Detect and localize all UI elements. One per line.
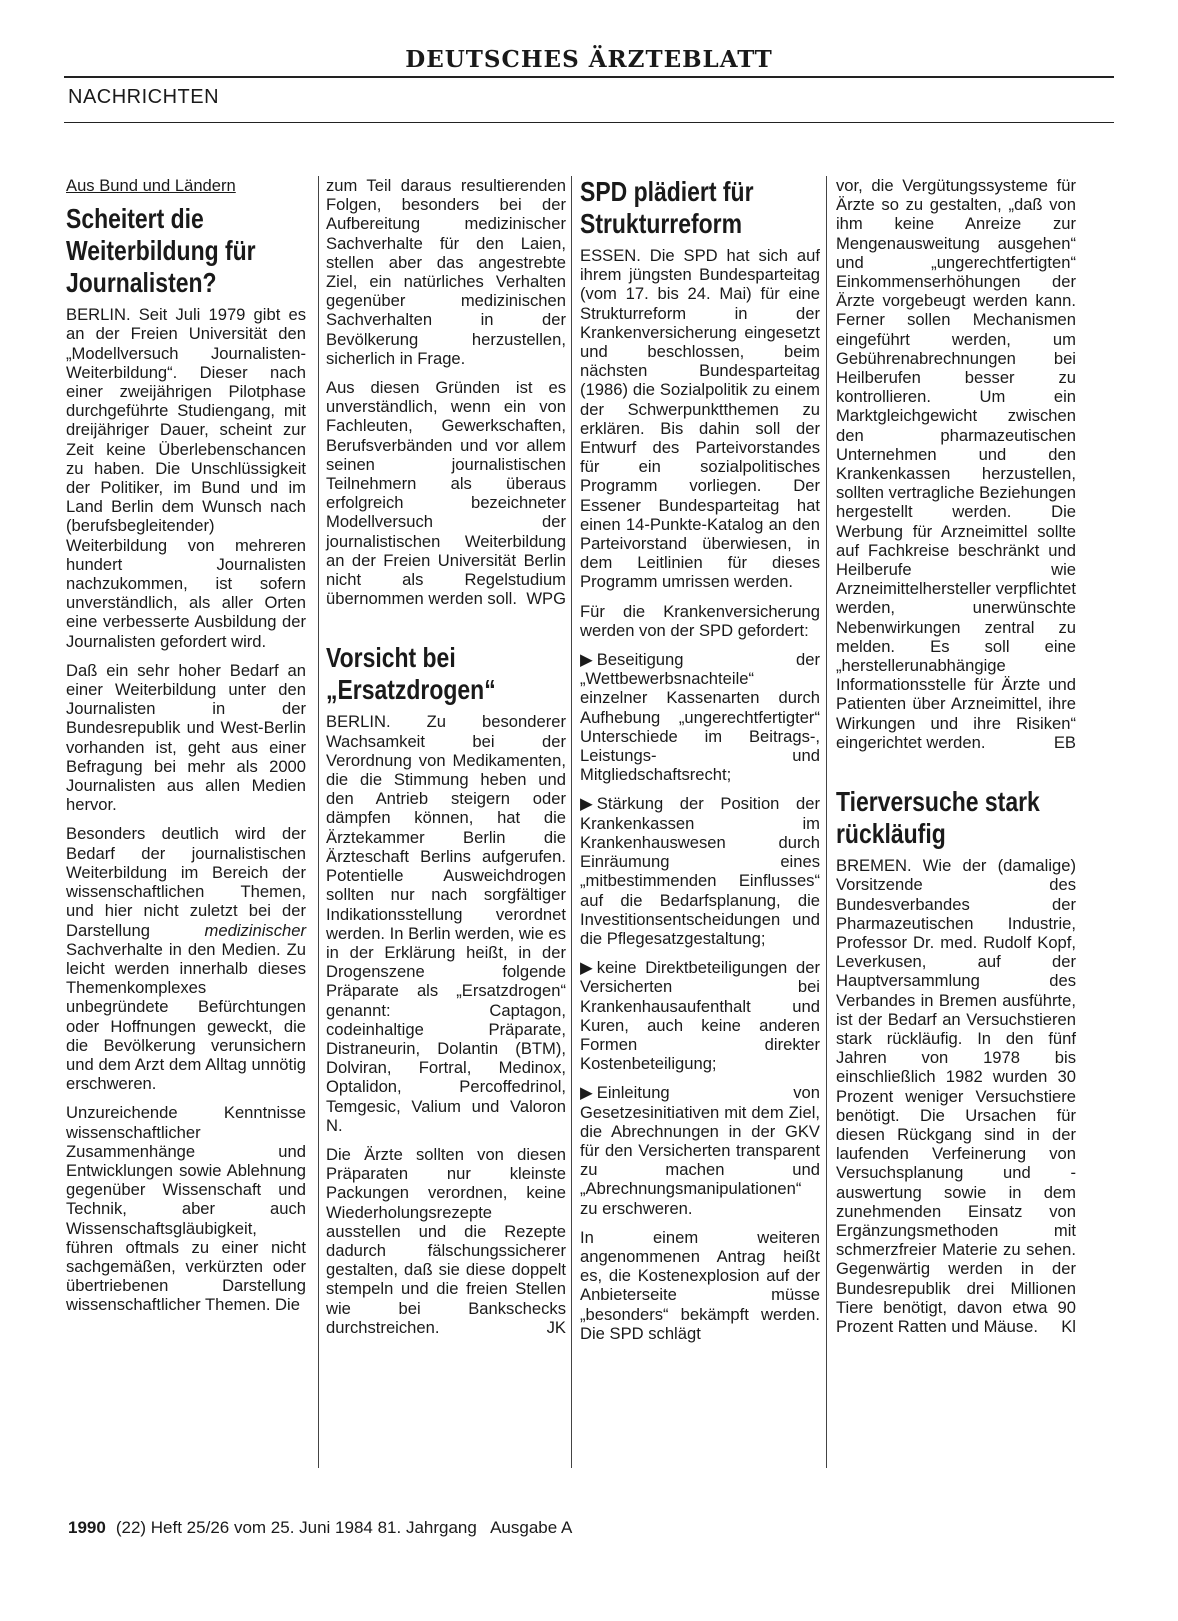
masthead: DEUTSCHES ÄRZTEBLATT: [405, 46, 773, 73]
article1-kicker: Aus Bund und Ländern: [66, 176, 236, 195]
issue-info: (22) Heft 25/26 vom 25. Juni 1984 81. Jahrgang Ausgabe A: [115, 1518, 573, 1537]
article1-paragraph: BERLIN. Seit Juli 1979 gibt es an der Freien Universität den „Modellversuch Journalisten-Weiterbildung“. Dieser nach einer zweijährigen Pilotphase durchgeführte Studiengang, mit dreijähriger Dauer, scheint zur Zeit keine Überlebenschancen zu haben. Die Unschlüssigkeit der Politiker, im Bund und im Land Berlin dem Wunsch nach (berufsbegleitender) Weiterbildung von mehreren hundert Journalisten nachzukommen, ist sofern unverständlich, als aller Orten eine verbesserte Ausbildung der Journalisten gefordert wird.: [66, 305, 306, 651]
article3-bullet-item: ▶ Einleitung von Gesetzesinitiativen mit dem Ziel, die Abrechnungen in der GKV für den Versicherten transparent zu machen und „Abrechnungsmanipulationen“ zu erschweren.: [580, 1083, 820, 1218]
article3-bullet-item: ▶ Stärkung der Position der Krankenkassen im Krankenhauswesen durch Einräumung eines „mitbestimmenden Einflusses“ auf die Bedarfsplanung, die Investitionsentscheidungen und die Pflegesatzgestaltung;: [580, 794, 820, 948]
article3-paragraph: vor, die Vergütungssysteme für Ärzte so zu gestalten, „daß von ihm keine Anreize zur Mengenausweitung ausgehen“ und „ungerechtfertigten“ Einkommenserhöhungen der Ärzte vorgebeugt werden kann. Ferner sollen Mechanismen eingeführt werden, um Gebührenabrechnungen bei Heilberufen besser zu kontrollieren. Um ein Marktgleichgewicht zwischen den pharmazeutischen Unternehmen und den Krankenkassen herzustellen, sollten vertragliche Beziehungen hergestellt werden. Die Werbung für Arzneimittel sollte auf Fachkreise beschränkt und Heilberufe wie Arzneimittelhersteller verpflichtet werden, unerwünschte Nebenwirkungen zentral zu melden. Es soll eine „herstellerunabhängige Informationsstelle für Ärzte und Patienten über Arzneimittel, ihre Wirkungen und ihre Risiken“ eingerichtet werden. EB: [836, 176, 1076, 752]
article2-paragraph: BERLIN. Zu besonderer Wachsamkeit bei der Verordnung von Medikamenten, die die Stimmung heben und den Antrieb steigern oder dämpfen können, hat die Ärztekammer Berlin die Ärzteschaft Berlins aufgerufen. Potentielle Ausweichdrogen sollten nur nach sorgfältiger Indikationsstellung verordnet werden. In Berlin werden, wie es in der Erklärung heißt, in der Drogenszene folgende Präparate als „Ersatzdrogen“ genannt: Captagon, codeinhaltige Präparate, Distraneurin, Dolantin (BTM), Dolviran, Fortral, Medinox, Optalidon, Percoffedrinol, Temgesic, Valium und Valoron N.: [326, 712, 566, 1135]
page-number: 1990: [68, 1518, 106, 1537]
article4-headline: Tierversuche stark rückläufig: [836, 786, 1040, 850]
article2-headline: Vorsicht bei „Ersatzdrogen“: [326, 642, 496, 706]
article3-paragraph: ESSEN. Die SPD hat sich auf ihrem jüngsten Bundesparteitag (vom 17. bis 24. Mai) für eine Strukturreform in der Krankenversicherung eingesetzt und beschlossen, beim nächsten Bundesparteitag (1986) die Sozialpolitik zu einem der Schwerpunktthemen zu erklären. Bis dahin soll der Entwurf des Parteivorstandes für ein sozialpolitisches Programm vorliegen. Der Essener Bundesparteitag hat einen 14-Punkte-Katalog an den Parteivorstand überwiesen, in dem Leitlinien für dieses Programm umrissen werden.: [580, 246, 820, 592]
section-label: NACHRICHTEN: [68, 86, 220, 108]
bullet-icon: ▶: [580, 650, 593, 670]
bullet-icon: ▶: [580, 958, 593, 978]
header-rule-top: [64, 76, 1114, 78]
article3-headline: SPD plädiert für Strukturreform: [580, 176, 754, 239]
article1-paragraph: Aus diesen Gründen ist es unverständlich, wenn ein von Fachleuten, Gewerkschaften, Berufsverbänden und vor allem seinen journalistischen Teilnehmern als überaus erfolgreich bezeichneter Modellversuch der journalistischen Weiterbildung an der Freien Universität Berlin nicht als Regelstudium übernommen werden soll. WPG: [326, 378, 566, 609]
bullet-icon: ▶: [580, 1083, 593, 1103]
article1-headline: Scheitert die Weiterbildung für Journalisten?: [66, 203, 256, 299]
article4-paragraph: BREMEN. Wie der (damalige) Vorsitzende des Bundesverbandes der Pharmazeutischen Industrie, Professor Dr. med. Rudolf Kopf, Leverkusen, auf der Hauptversammlung des Verbandes in Bremen ausführte, ist der Bedarf an Versuchstieren stark rückläufig. In den fünf Jahren von 1978 bis einschließlich 1982 wurden 30 Prozent weniger Versuchstiere benötigt. Die Ursachen für diesen Rückgang sind in der laufenden Verfeinerung von Versuchsplanung und -auswertung sowie in dem zunehmenden Einsatz von Ergänzungsmethoden mit schmerzfreier Materie zu sehen. Gegenwärtig werden in der Bundesrepublik drei Millionen Tiere benötigt, davon etwa 90 Prozent Ratten und Mäuse. Kl: [836, 856, 1076, 1336]
emphasis: medizinischer: [204, 920, 306, 940]
article3-bullet-item: ▶ Beseitigung der „Wettbewerbsnachteile“ einzelner Kassenarten durch Aufhebung „ungerechtfertigter“ Unterschiede im Beitrags-, Leistungs- und Mitgliedschaftsrecht;: [580, 650, 820, 785]
column-divider: [571, 176, 572, 1468]
article1-paragraph: Unzureichende Kenntnisse wissenschaftlicher Zusammenhänge und Entwicklungen sowie Ablehnung gegenüber Wissenschaft und Technik, aber auch Wissenschaftsgläubigkeit, führen oftmals zu einer nicht sachgemäßen, verkürzten oder übertriebenen Darstellung wissenschaftlicher Themen. Die: [66, 1103, 306, 1315]
article1-paragraph: zum Teil daraus resultierenden Folgen, besonders bei der Aufbereitung medizinischer Sachverhalte für den Laien, stellen aber das angestrebte Ziel, ein natürliches Verhalten gegenüber medizinischen Sachverhalten in der Bevölkerung herzustellen, sicherlich in Frage.: [326, 176, 566, 368]
header-rule-bottom: [64, 122, 1114, 123]
column-2: [326, 176, 566, 1347]
article3-paragraph: In einem weiteren angenommenen Antrag heißt es, die Kostenexplosion auf der Anbieterseite müsse „besonders“ bekämpft werden. Die SPD schlägt: [580, 1227, 820, 1343]
article2-signature: JK: [546, 1317, 566, 1337]
article1-paragraph: Besonders deutlich wird der Bedarf der journalistischen Weiterbildung im Bereich der wissenschaftlichen Themen, und hier nicht zuletzt bei der Darstellung medizinischer Sachverhalte in den Medien. Zu leicht werden innerhalb dieses Themenkomplexes unbegründete Befürchtungen oder Hoffnungen geweckt, die die Bevölkerung verunsichern und dem Arzt dem Alltag unnötig erschweren.: [66, 824, 306, 1094]
bullet-icon: ▶: [580, 794, 593, 814]
article2-paragraph: Die Ärzte sollten von diesen Präparaten nur kleinste Packungen verordnen, keine Wiederholungsrezepte ausstellen und die Rezepte dadurch fälschungssicherer gestalten, daß sie diese doppelt stempeln und die freien Stellen wie bei Bankschecks durchstreichen. JK: [326, 1144, 566, 1337]
article1-signature: WPG: [526, 589, 566, 609]
article3-signature: EB: [1053, 732, 1076, 752]
column-3: [580, 176, 820, 1353]
column-1: [66, 176, 306, 1325]
column-4: [836, 176, 1076, 1346]
column-divider: [826, 176, 827, 1468]
page-footer: [68, 1518, 572, 1538]
article1-paragraph: Daß ein sehr hoher Bedarf an einer Weiterbildung unter den Journalisten in der Bundesrepublik und West-Berlin vorhanden ist, geht aus einer Befragung bei mehr als 2000 Journalisten aus allen Medien hervor.: [66, 660, 306, 815]
column-divider: [318, 176, 319, 1468]
article3-paragraph: Für die Krankenversicherung werden von der SPD gefordert:: [580, 601, 820, 640]
article4-signature: Kl: [1061, 1316, 1076, 1336]
article3-bullet-item: ▶ keine Direktbeteiligungen der Versicherten bei Krankenhausaufenthalt und Kuren, auch keine anderen Formen direkter Kostenbeteiligung;: [580, 958, 820, 1074]
